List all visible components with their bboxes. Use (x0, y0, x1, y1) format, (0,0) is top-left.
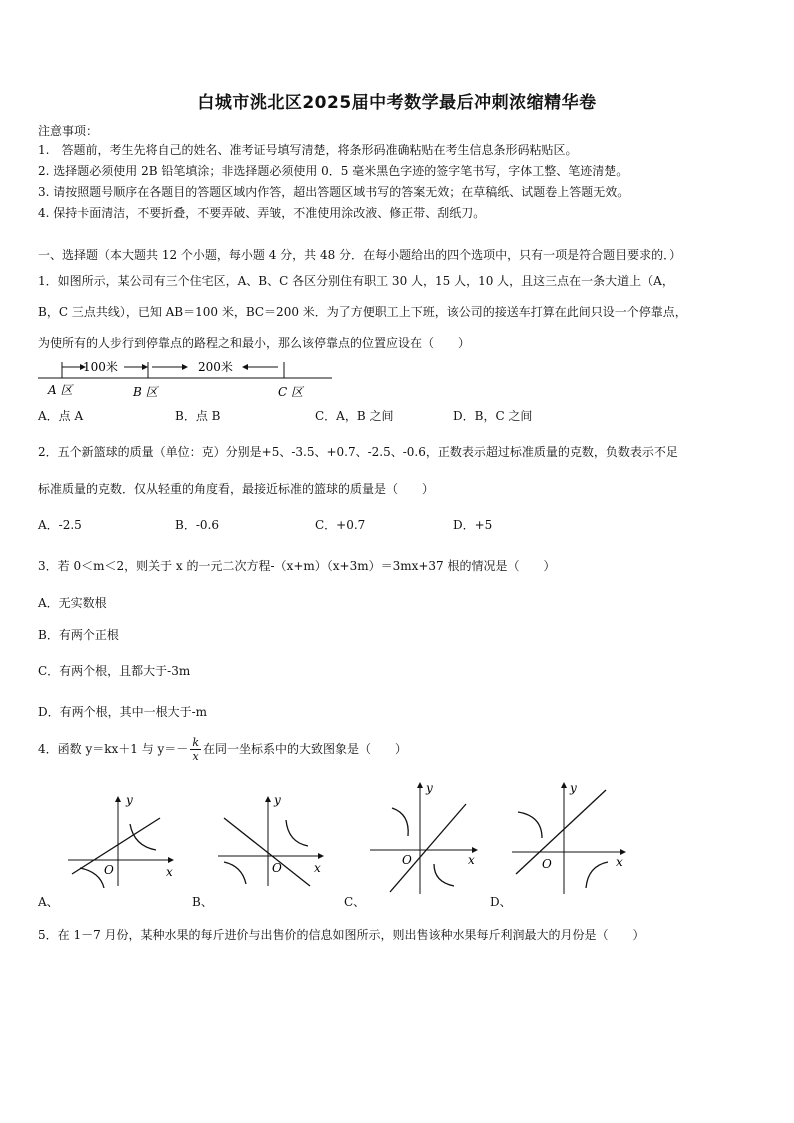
q2-option-d: D．+5 (453, 518, 493, 532)
q4-graph-d (508, 778, 632, 896)
q4-graph-a (60, 788, 180, 888)
origin-label: O (104, 863, 114, 877)
hyperbola-branch-2 (80, 868, 104, 888)
label-ab: 100米 (83, 360, 118, 374)
q3-option-a: A．无实数根 (38, 596, 107, 610)
q1-option-b: B．点 B (175, 409, 221, 423)
axis-y-label: y (426, 781, 433, 795)
q1-option-a: A．点 A (38, 409, 84, 423)
q2-option-a: A．-2.5 (38, 518, 82, 532)
line-graph (224, 818, 310, 886)
q1-line-1: 1．如图所示，某公司有三个住宅区，A、B、C 各区分别住有职工 30 人，15 人，10 人，且这三点在一条大道上（A， (38, 274, 674, 288)
notes-heading: 注意事项： (38, 124, 99, 138)
q1-option-d: D．B，C 之间 (453, 409, 533, 423)
q4-graph-b (210, 788, 330, 888)
q2-line-1: 2．五个新篮球的质量（单位：克）分别是+5、-3.5、+0.7、-2.5、-0.6，正数表示超过标准质量的克数，负数表示不足 (38, 445, 678, 459)
axis-x-label: x (468, 853, 475, 867)
hyperbola-branch-2 (434, 864, 454, 886)
axis-y-label: y (126, 793, 133, 807)
q4-stem-before: 4．函数 y＝kx＋1 与 y＝－ (38, 742, 189, 756)
q3-stem: 3．若 0＜m＜2，则关于 x 的一元二次方程-（x+m）（x+3m）＝3mx+37 根的情况是（ ） (38, 559, 556, 573)
arrow-b-right (182, 364, 188, 370)
note-item-2: 2. 选择题必须使用 2B 铅笔填涂；非选择题必须使用 0．5 毫米黑色字迹的签字笔书写，字体工整、笔迹清楚。 (38, 164, 629, 178)
origin-label: O (272, 861, 282, 875)
line-graph (516, 790, 606, 874)
section-heading: 一、选择题（本大题共 12 个小题，每小题 4 分，共 48 分．在每小题给出的四个选项中，只有一项是符合题目要求的．） (38, 248, 682, 262)
note-item-1: 1. 答题前，考生先将自己的姓名、准考证号填写清楚，将条形码准确粘贴在考生信息条形码粘贴区。 (38, 143, 578, 157)
q4-option-d-label: D、 (490, 895, 512, 909)
q3-option-d: D．有两个根，其中一根大于-m (38, 705, 208, 719)
point-a-label: A 区 (48, 383, 73, 397)
q4-option-a-label: A、 (38, 895, 59, 909)
exam-title: 白城市洮北区2025届中考数学最后冲刺浓缩精华卷 (197, 93, 597, 113)
q4-option-b-label: B、 (192, 895, 213, 909)
hyperbola-branch-2 (586, 862, 608, 888)
q2-line-2: 标准质量的克数．仅从轻重的角度看，最接近标准的篮球的质量是（ ） (38, 482, 435, 496)
q1-road-figure (36, 354, 336, 402)
q1-line-3: 为使所有的人步行到停靠点的路程之和最小，那么该停靠点的位置应设在（ ） (38, 336, 471, 350)
hyperbola-branch-2 (224, 862, 246, 884)
axis-y-label: y (274, 793, 281, 807)
q3-option-c: C．有两个根，且都大于-3m (38, 664, 191, 678)
axis-y-label: y (570, 781, 577, 795)
q4-stem (38, 734, 407, 764)
q1-option-c: C．A，B 之间 (315, 409, 394, 423)
fraction-denominator: x (192, 750, 199, 763)
label-bc: 200米 (198, 360, 233, 374)
hyperbola-branch-1 (286, 820, 308, 846)
point-c-label: C 区 (278, 385, 303, 399)
axis-x-label: x (616, 855, 623, 869)
q4-graph-c (362, 778, 486, 896)
hyperbola-branch-1 (392, 808, 408, 836)
q2-option-b: B．-0.6 (175, 518, 219, 532)
origin-label: O (542, 857, 552, 871)
q4-stem-after: 在同一坐标系中的大致图象是（ ） (202, 742, 407, 756)
q5-stem: 5．在 1－7 月份，某种水果的每斤进价与出售价的信息如图所示，则出售该种水果每斤利润最大的月份是（ ） (38, 928, 645, 942)
note-item-4: 4. 保持卡面清洁，不要折叠，不要弄破、弄皱，不准使用涂改液、修正带、刮纸刀。 (38, 206, 486, 220)
line-graph (390, 804, 466, 892)
q4-fraction (190, 736, 201, 763)
origin-label: O (402, 853, 412, 867)
note-item-3: 3. 请按照题号顺序在各题目的答题区域内作答，超出答题区域书写的答案无效；在草稿纸、试题卷上答题无效。 (38, 185, 630, 199)
fraction-numerator: k (192, 736, 199, 749)
q1-line-2: B，C 三点共线），已知 AB＝100 米，BC＝200 米．为了方便职工上下班，该公司的接送车打算在此间只设一个停靠点， (38, 305, 687, 319)
arrow-c-left (242, 364, 248, 370)
line-graph (72, 818, 160, 874)
q2-option-c: C．+0.7 (315, 518, 366, 532)
arrow-ab-right (142, 364, 148, 370)
axis-x-label: x (314, 861, 321, 875)
hyperbola-branch-1 (130, 824, 156, 850)
point-b-label: B 区 (133, 385, 158, 399)
axis-x-label: x (166, 865, 173, 879)
q3-option-b: B．有两个正根 (38, 628, 119, 642)
q4-option-c-label: C、 (344, 895, 366, 909)
hyperbola-branch-1 (518, 812, 542, 838)
